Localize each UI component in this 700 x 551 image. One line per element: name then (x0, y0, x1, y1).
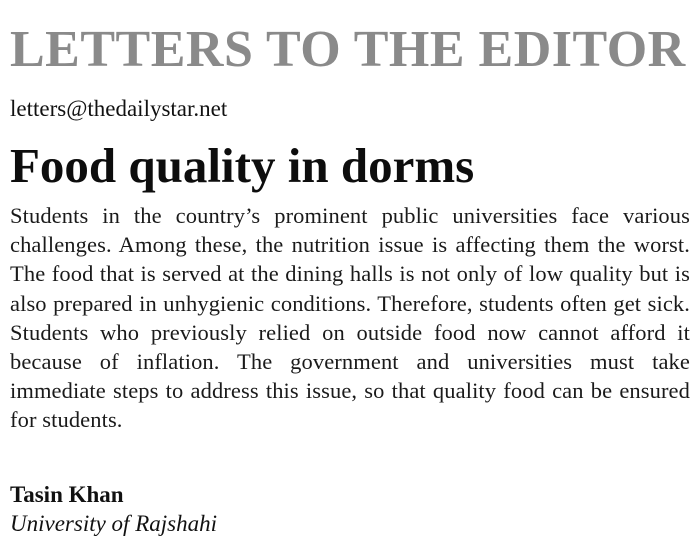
author-name: Tasin Khan (10, 482, 124, 507)
editor-email: letters@thedailystar.net (10, 96, 228, 121)
letter-body: Students in the country’s prominent public universities face various challenges. Among these, the nutrition issue is affecting them the worst. The food that is served at the dining halls is not only of low quality but is also prepared in unhygienic conditions. Therefore, students often get sick. Students who previously relied on outside food now cannot afford it because of inflation. The government and universities must take immediate steps to address this issue, so that quality food can be ensured for students. (10, 203, 690, 433)
author-affiliation: University of Rajshahi (10, 511, 217, 536)
section-title: LETTERS TO THE EDITOR (10, 21, 686, 78)
letter-headline: Food quality in dorms (10, 138, 475, 193)
